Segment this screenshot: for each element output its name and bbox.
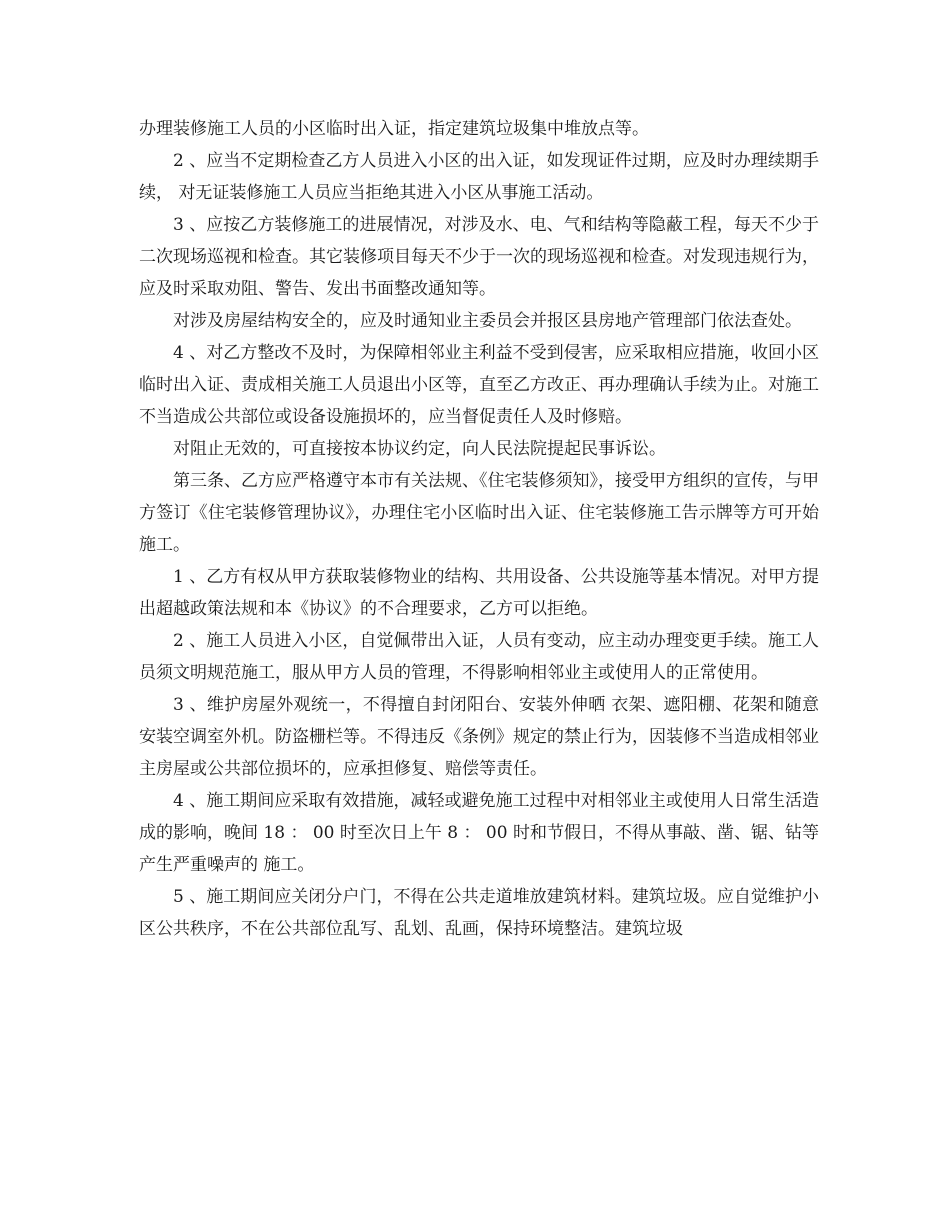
paragraph-12: 5 、施工期间应关闭分户门，不得在公共走道堆放建筑材料。建筑垃圾。应自觉维护小区公共秩序，不在公共部位乱写、乱划、乱画，保持环境整洁。建筑垃圾	[139, 887, 819, 939]
paragraph-10: 3 、维护房屋外观统一，不得擅自封闭阳台、安装外伸晒 衣架、遮阳棚、花架和随意安装空调室外机。防盗栅栏等。不得违反《条例》规定的禁止行为，因装修不当造成相邻业主房屋或公共部位损坏的，应承担修复、赔偿等责任。	[139, 695, 819, 779]
paragraph-4: 对涉及房屋结构安全的，应及时通知业主委员会并报区县房地产管理部门依法查处。	[173, 311, 802, 331]
paragraph-3: 3 、应按乙方装修施工的进展情况，对涉及水、电、气和结构等隐蔽工程，每天不少于二次现场巡视和检查。其它装修项目每天不少于一次的现场巡视和检查。对发现违规行为，应及时采取劝阻、警告、发出书面整改通知等。	[139, 215, 819, 299]
paragraph-11: 4 、施工期间应采取有效措施，减轻或避免施工过程中对相邻业主或使用人日常生活造成的影响，晚间 18 ： 00 时至次日上午 8 ： 00 时和节假日，不得从事敲、凿、锯、钻等产生严重噪声的 施工。	[139, 791, 819, 875]
paragraph-1: 办理装修施工人员的小区临时出入证，指定建筑垃圾集中堆放点等。	[139, 119, 649, 139]
paragraph-2: 2 、应当不定期检查乙方人员进入小区的出入证，如发现证件过期，应及时办理续期手续， 对无证装修施工人员应当拒绝其进入小区从事施工活动。	[139, 151, 819, 203]
document-body	[139, 113, 819, 945]
paragraph-7: 第三条、乙方应严格遵守本市有关法规、《住宅装修须知》，接受甲方组织的宣传，与甲方签订《住宅装修管理协议》，办理住宅小区临时出入证、住宅装修施工告示牌等方可开始施工。	[139, 471, 819, 555]
paragraph-8: 1 、乙方有权从甲方获取装修物业的结构、共用设备、公共设施等基本情况。对甲方提出超越政策法规和本《协议》的不合理要求，乙方可以拒绝。	[139, 567, 819, 619]
paragraph-6: 对阻止无效的，可直接按本协议约定，向人民法院提起民事诉讼。	[173, 439, 666, 459]
paragraph-5: 4 、对乙方整改不及时，为保障相邻业主利益不受到侵害，应采取相应措施，收回小区临时出入证、责成相关施工人员退出小区等，直至乙方改正、再办理确认手续为止。对施工不当造成公共部位或设备设施损坏的，应当督促责任人及时修赔。	[139, 343, 819, 427]
paragraph-9: 2 、施工人员进入小区，自觉佩带出入证，人员有变动，应主动办理变更手续。施工人员须文明规范施工，服从甲方人员的管理，不得影响相邻业主或使用人的正常使用。	[139, 631, 819, 683]
